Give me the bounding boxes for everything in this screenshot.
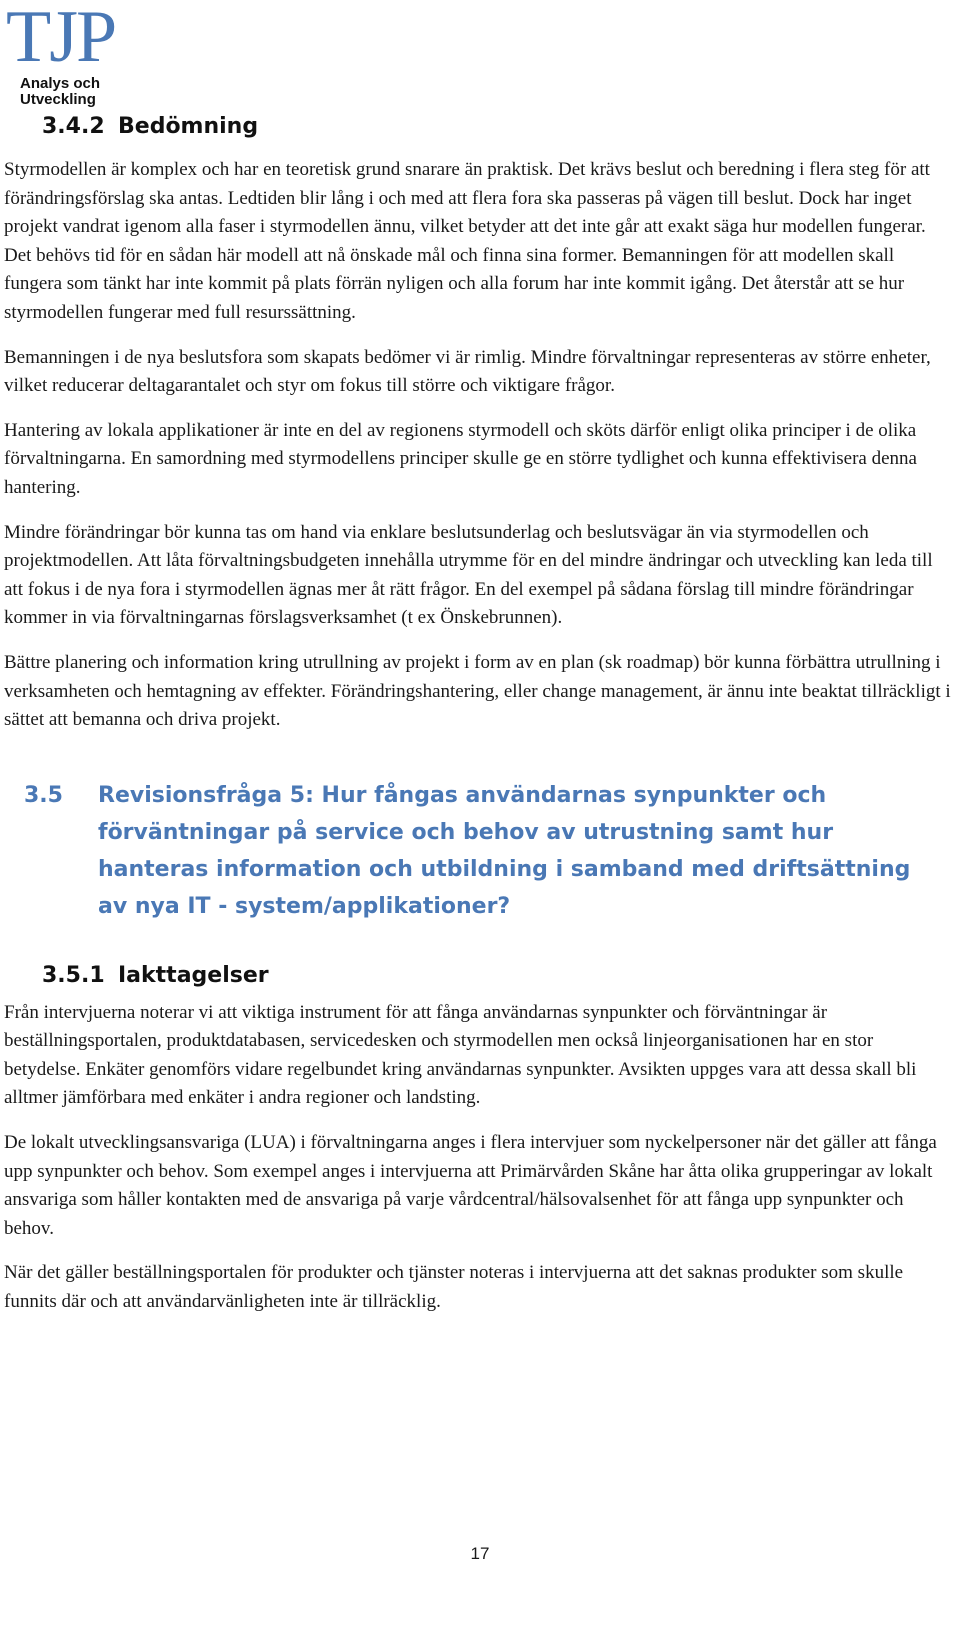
tjp-logo	[6, 2, 146, 108]
logo-tagline-line1: Analys och	[20, 75, 101, 92]
paragraph: När det gäller beställningsportalen för produkter och tjänster noteras i intervjuerna att det saknas produkter som skulle funnits där och att användarvänligheten inte är tillräcklig.	[4, 1262, 904, 1313]
section-number: 3.5.1	[42, 962, 105, 988]
section-heading-3-5-1	[42, 961, 954, 991]
section-number: 3.4.2	[42, 114, 105, 139]
section-title: Iakttagelser	[118, 962, 269, 988]
paragraph: Bemanningen i de nya beslutsfora som skapats bedömer vi är rimlig. Mindre förvaltningar representeras av större enheter, vilket reducerar deltagarantalet och styr om fokus till större och viktigare frågor.	[4, 346, 931, 397]
paragraph: De lokalt utvecklingsansvariga (LUA) i förvaltningarna anges i flera intervjuer som nyckelpersoner när det gäller att fånga upp synpunkter och behov. Som exempel anges i intervjuerna att Primärvården Skåne har åtta olika grupperingar av lokalt ansvariga som håller kontakten med de ansvariga på varje vårdcentral/hälsovalsenhet för att fånga upp synpunkter och behov.	[4, 1132, 937, 1239]
document-body	[4, 112, 954, 1317]
logo-wordmark: TJP	[6, 0, 116, 78]
paragraph: Styrmodellen är komplex och har en teoretisk grund snarare än praktisk. Det krävs beslut och beredning i flera steg för att förändringsförslag ska antas. Ledtiden blir lång i och med att flera fora ska passeras på vägen till beslut. Dock har inget projekt vandrat igenom alla faser i styrmodellen ännu, vilket betyder att det inte går att exakt säga hur modellen fungerar. Det behövs tid för en sådan här modell att nå önskade mål och finna sina former. Bemanningen för att modellen skall fungera som tänkt har inte kommit på plats förrän nyligen och alla forum har inte kommit igång. Det återstår att se hur styrmodellen fungerar med full resurssättning.	[4, 159, 930, 323]
section-heading-3-5	[24, 777, 954, 925]
section-number: 3.5	[24, 782, 63, 808]
logo-tagline-line2: Utveckling	[20, 91, 96, 108]
section-heading-3-4-2	[42, 112, 954, 142]
page-number: 17	[470, 1544, 490, 1563]
section-title: Bedömning	[118, 114, 259, 139]
paragraph: Hantering av lokala applikationer är inte en del av regionens styrmodell och sköts därför enligt olika principer i de olika förvaltningarna. En samordning med styrmodellens principer skulle ge en större tydlighet och kunna effektivisera denna hantering.	[4, 419, 917, 498]
paragraph: Mindre förändringar bör kunna tas om hand via enklare beslutsunderlag och beslutsvägar än via styrmodellen och projektmodellen. Att låta förvaltningsbudgeten innehålla utrymme för en del mindre ändringar och utveckling kan leda till att fokus i de nya fora i styrmodellen ägnas mer åt rätt frågor. En del exempel på sådana förslag till mindre förändringar kommer in via förvaltningarnas förslagsverksamhet (t ex Önskebrunnen).	[4, 521, 933, 629]
paragraph: Bättre planering och information kring utrullning av projekt i form av en plan (sk roadmap) bör kunna förbättra utrullning i verksamheten och hemtagning av effekter. Förändringshantering, eller change management, är ännu inte beaktat tillräckligt i sättet att bemanna och driva projekt.	[4, 651, 951, 731]
paragraph: Från intervjuerna noterar vi att viktiga instrument för att fånga användarnas synpunkter och förväntningar är beställningsportalen, produktdatabasen, servicedesken och styrmodellen men också linjeorganisationen har en stor betydelse. Enkäter genomförs vidare regelbundet kring användarnas synpunkter. Avsikten uppges vara att dessa skall bli alltmer jämförbara med enkäter i andra regioner och landsting.	[4, 1001, 917, 1109]
section-title: Revisionsfråga 5: Hur fångas användarnas synpunkter och förväntningar på service och behov av utrustning samt hur hanteras information och utbildning i samband med driftsättning av nya IT - system/applikationer?	[98, 782, 911, 919]
